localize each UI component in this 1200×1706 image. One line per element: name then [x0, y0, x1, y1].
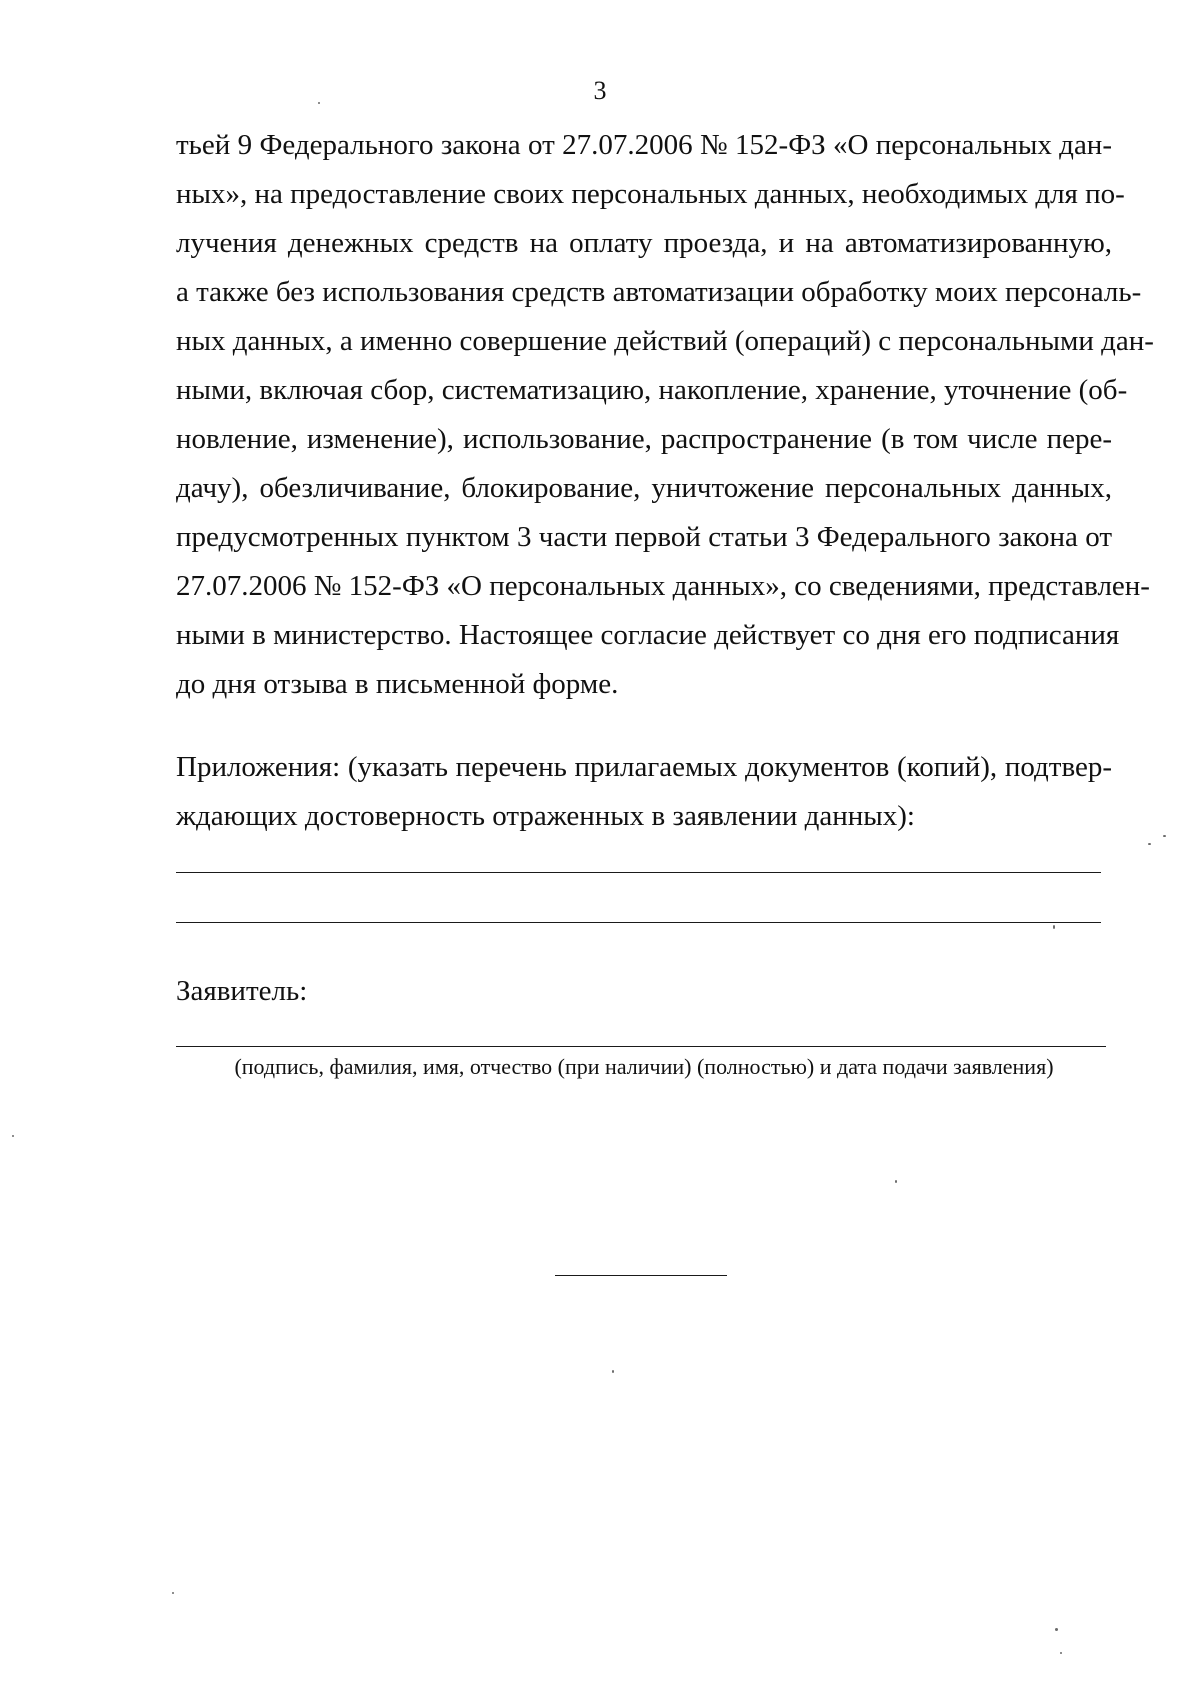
paragraph-line: ных», на предоставление своих персональных данных, необходимых для по- — [176, 178, 1125, 210]
scan-speck — [1148, 843, 1151, 845]
closing-separator — [555, 1275, 727, 1276]
paragraph-line: ными, включая сбор, систематизацию, накопление, хранение, уточнение (об- — [176, 374, 1128, 406]
attachment-entry-line[interactable] — [176, 922, 1101, 923]
paragraph-line: 27.07.2006 № 152-ФЗ «О персональных данных», со сведениями, представлен- — [176, 570, 1150, 602]
paragraph-line: тьей 9 Федерального закона от 27.07.2006 № 152-ФЗ «О персональных дан- — [176, 129, 1112, 161]
scan-speck — [1163, 835, 1166, 837]
scan-speck — [12, 1135, 14, 1137]
paragraph-line: лучения денежных средств на оплату проезда, и на автоматизированную, — [176, 227, 1112, 259]
attachment-entry-line[interactable] — [176, 872, 1101, 873]
paragraph-line: ными в министерство. Настоящее согласие действует со дня его подписания — [176, 619, 1120, 651]
scan-speck — [1060, 1652, 1062, 1654]
paragraph-line: ных данных, а именно совершение действий (операций) с персональными дан- — [176, 325, 1154, 357]
scan-speck — [895, 1180, 897, 1183]
scan-speck — [612, 1370, 614, 1373]
scan-speck — [172, 1592, 174, 1594]
page-number: 3 — [593, 76, 607, 105]
scan-speck — [1053, 925, 1055, 929]
paragraph-line: до дня отзыва в письменной форме. — [176, 668, 619, 700]
attachments-line: ждающих достоверность отраженных в заявлении данных): — [176, 800, 915, 832]
signature-caption: (подпись, фамилия, имя, отчество (при наличии) (полностью) и дата подачи заявления) — [234, 1054, 1054, 1079]
scan-speck — [1055, 1628, 1058, 1631]
paragraph-line: дачу), обезличивание, блокирование, уничтожение персональных данных, — [176, 472, 1112, 504]
scan-speck — [318, 102, 320, 104]
paragraph-line: новление, изменение), использование, распространение (в том числе пере- — [176, 423, 1112, 455]
attachments-line: Приложения: (указать перечень прилагаемых документов (копий), подтвер- — [176, 751, 1112, 783]
signature-line[interactable] — [176, 1046, 1106, 1047]
applicant-label: Заявитель: — [176, 975, 308, 1007]
paragraph-line: а также без использования средств автоматизации обработку моих персональ- — [176, 276, 1142, 308]
paragraph-line: предусмотренных пунктом 3 части первой статьи 3 Федерального закона от — [176, 521, 1112, 553]
